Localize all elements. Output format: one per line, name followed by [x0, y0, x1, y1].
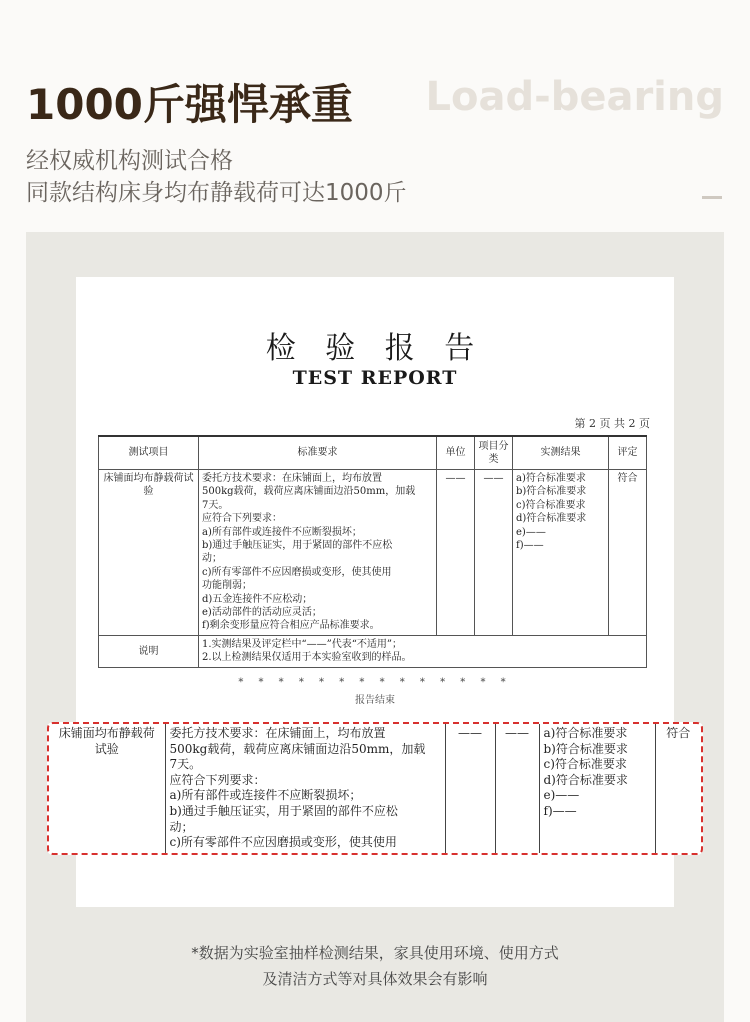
end-stars: * * * * * * * * * * * * * * [238, 677, 512, 688]
notes-row [99, 635, 647, 667]
load-bearing-watermark: Load-bearing [425, 74, 724, 120]
footnote-line-1: *数据为实验室抽样检测结果，家具使用环境、使用方式 [191, 944, 559, 962]
zoom-req-line: 500kg载荷，载荷应离床铺面边沿50mm，加载 [169, 741, 426, 756]
notes-content [199, 635, 647, 667]
req-line: 动； [202, 553, 222, 565]
page-number: 第 2 页 共 2 页 [574, 417, 650, 430]
zoom-req-line: 应符合下列要求： [169, 772, 266, 787]
col-standard: 标准要求 [199, 436, 437, 470]
zoomed-table-row [49, 724, 701, 853]
zoom-req-line: 动； [169, 819, 194, 834]
report-end-text: 报告结束 [355, 695, 395, 706]
zoom-results [539, 724, 655, 853]
zoom-result-line: f)—— [543, 803, 577, 818]
table-header-row [99, 436, 647, 470]
result-line: a)符合标准要求 [516, 473, 586, 484]
req-line: c)所有零部件不应因磨损或变形，使其使用 [202, 566, 392, 578]
note-line: 1.实测结果及评定栏中“——”代表“不适用”； [202, 638, 402, 650]
zoom-result-line: a)符合标准要求 [543, 726, 628, 740]
zoom-req-line: 7天。 [169, 757, 202, 772]
req-line: d)五金连接件不应松动； [202, 593, 313, 605]
col-test-item: 测试项目 [99, 436, 199, 470]
row-requirements [199, 470, 437, 636]
subtitle-capacity: 同款结构床身均布静载荷可达1000斤 [26, 180, 407, 206]
report-title-en: TEST REPORT [292, 367, 458, 389]
result-line: c)符合标准要求 [516, 499, 586, 511]
col-unit: 单位 [437, 436, 475, 470]
row-unit: —— [437, 470, 475, 636]
zoom-category: —— [495, 724, 539, 853]
req-line: 500kg载荷，载荷应离床铺面边沿50mm，加载 [202, 486, 416, 498]
req-line: 功能削弱； [202, 580, 252, 592]
req-line: f)剩余变形量应符合相应产品标准要求。 [202, 620, 380, 632]
result-line: b)符合标准要求 [516, 486, 587, 498]
req-line: 应符合下列要求： [202, 513, 282, 525]
req-line: a)所有部件或连接件不应断裂损坏； [202, 526, 362, 538]
report-table [98, 435, 647, 668]
col-result: 实测结果 [513, 436, 609, 470]
zoom-result-line: d)符合标准要求 [543, 772, 628, 787]
col-verdict: 评定 [609, 436, 647, 470]
result-line: d)符合标准要求 [516, 513, 587, 525]
zoom-unit: —— [445, 724, 495, 853]
zoom-result-line: e)—— [543, 788, 580, 803]
footnote-line-2: 及清洁方式等对具体效果会有影响 [262, 970, 488, 988]
zoomed-highlight-box [47, 722, 703, 855]
zoom-verdict: 符合 [655, 724, 701, 853]
row-verdict: 符合 [609, 470, 647, 636]
table-row [99, 470, 647, 636]
row-results [513, 470, 609, 636]
result-line: f)—— [516, 540, 544, 552]
zoom-req-line: a)所有部件或连接件不应断裂损坏； [169, 788, 362, 803]
zoom-req-line: b)通过手触压证实，用于紧固的部件不应松 [169, 803, 398, 818]
notes-label: 说明 [99, 635, 199, 667]
decorative-dash [702, 196, 722, 199]
result-line: e)—— [516, 526, 546, 538]
subtitle-certified: 经权威机构测试合格 [26, 148, 233, 174]
zoom-req-line: c)所有零部件不应因磨损或变形，使其使用 [169, 835, 397, 850]
req-line: e)活动部件的活动应灵活； [202, 607, 322, 619]
req-line: 7天。 [202, 499, 229, 511]
zoom-req-line: 委托方技术要求：在床铺面上，均布放置 [169, 726, 386, 740]
report-title-cn: 检 验 报 告 [265, 331, 485, 366]
col-category: 项目分类 [475, 436, 513, 470]
zoom-result-line: c)符合标准要求 [543, 757, 627, 772]
row-category: —— [475, 470, 513, 636]
row-test-item: 床铺面均布静载荷试验 [99, 470, 199, 636]
zoom-requirements [165, 724, 445, 853]
req-line: 委托方技术要求：在床铺面上，均布放置 [202, 473, 382, 484]
zoom-test-item: 床铺面均布静载荷试验 [49, 724, 165, 853]
note-line: 2.以上检测结果仅适用于本实验室收到的样品。 [202, 652, 412, 664]
req-line: b)通过手触压证实，用于紧固的部件不应松 [202, 540, 393, 552]
zoomed-row-table [49, 724, 701, 853]
page-title: 1000斤强悍承重 [26, 80, 353, 129]
zoom-result-line: b)符合标准要求 [543, 741, 628, 756]
